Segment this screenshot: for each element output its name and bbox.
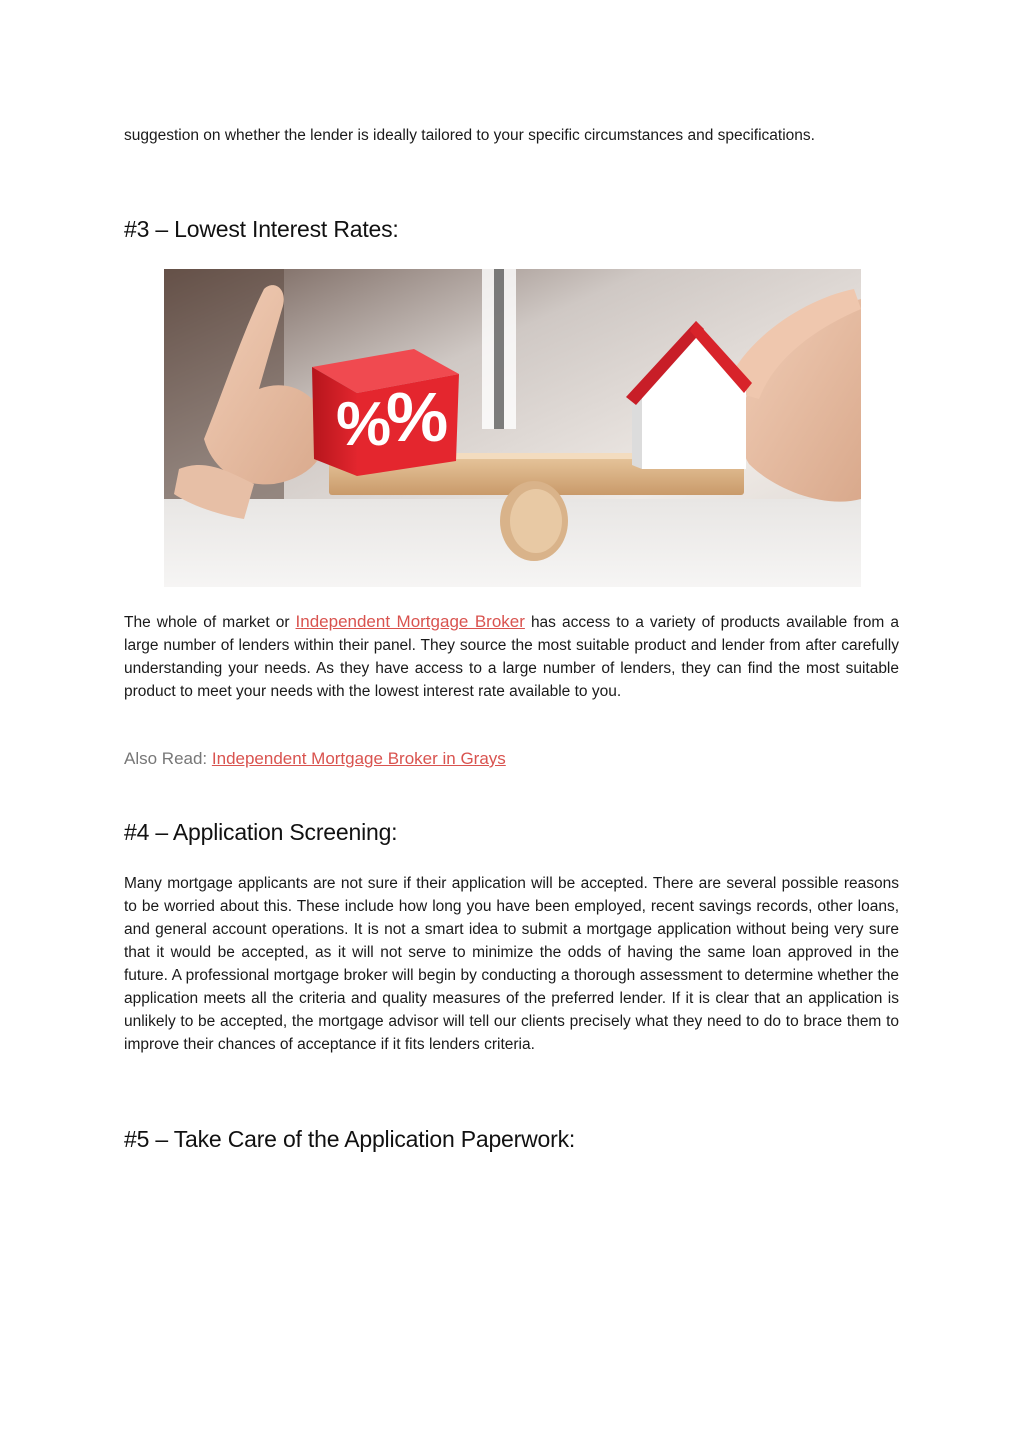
section3-text-start: The whole of market or xyxy=(124,614,296,631)
independent-mortgage-broker-link[interactable]: Independent Mortgage Broker xyxy=(295,612,525,631)
section3-text-end: has access to a variety of products available from a large number of lenders within their panel. They source the most suitable product and lender from after carefully understanding your needs. As they have access to a large number of lenders, they can find the most suitable product to meet your needs with the lowest interest rate available to you. xyxy=(124,614,899,700)
interest-rate-photo xyxy=(164,269,861,587)
svg-text:%: % xyxy=(386,378,449,456)
also-read-line xyxy=(124,749,506,769)
section3-paragraph xyxy=(124,610,899,703)
svg-text:%: % xyxy=(336,390,392,459)
section3-heading: #3 – Lowest Interest Rates: xyxy=(124,216,399,242)
also-read-label: Also Read: xyxy=(124,749,212,768)
also-read-link[interactable]: Independent Mortgage Broker in Grays xyxy=(211,749,506,768)
section4-heading: #4 – Application Screening: xyxy=(124,819,398,845)
intro-paragraph: suggestion on whether the lender is ideally tailored to your specific circumstances and specifications. xyxy=(124,127,815,144)
interest-rate-illustration xyxy=(164,269,861,587)
section5-heading: #5 – Take Care of the Application Paperwork: xyxy=(124,1126,576,1152)
section4-paragraph: Many mortgage applicants are not sure if their application will be accepted. There are several possible reasons to be worried about this. These include how long you have been employed, recent savings records, other loans, and general account operations. It is not a smart idea to submit a mortgage application without being very sure that it would be accepted, as it will not serve to minimize the odds of having the same loan approved in the future. A professional mortgage broker will begin by conducting a thorough assessment to determine whether the application meets all the criteria and quality measures of the preferred lender. If it is clear that an application is unlikely to be accepted, the mortgage advisor will tell our clients precisely what they need to do to brace them to improve their chances of acceptance if it fits lenders criteria. xyxy=(124,875,899,1053)
